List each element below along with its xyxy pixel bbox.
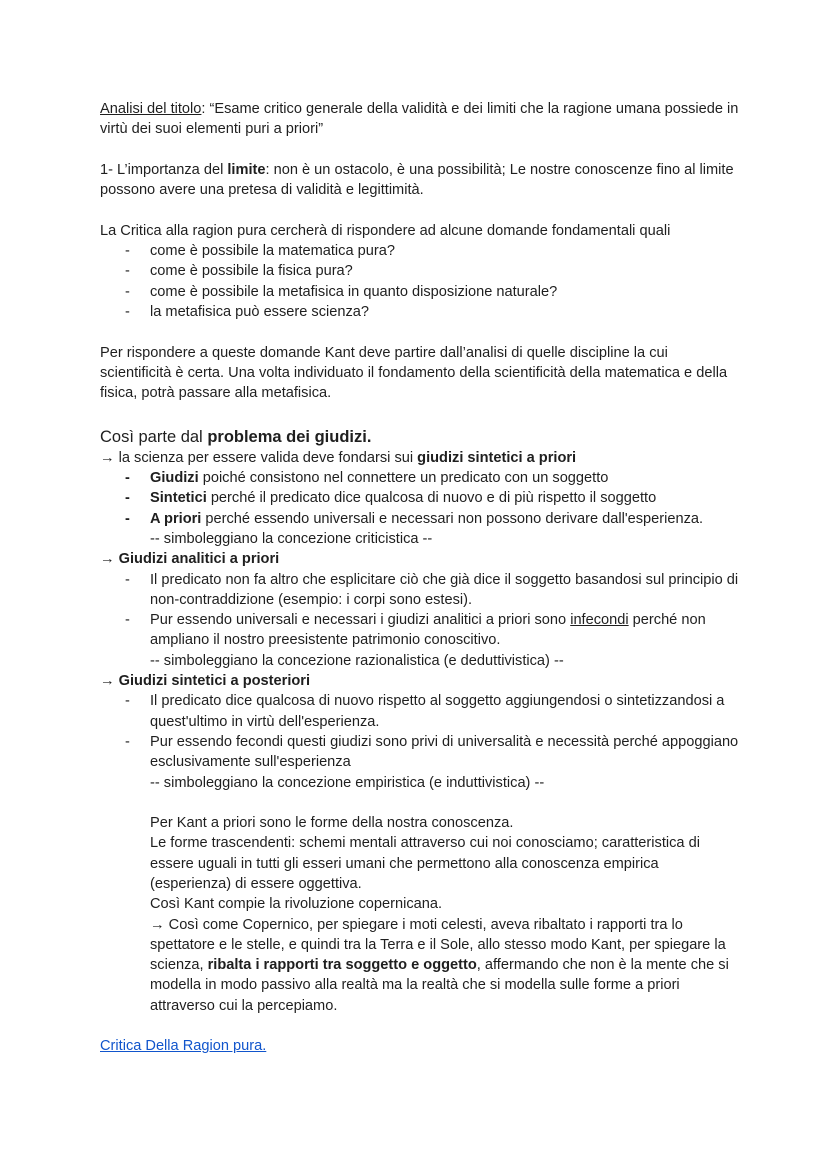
a-posteriori-heading <box>100 671 740 691</box>
list-item-text: perché essendo universali e necessari non possono derivare dall'esperienza. <box>201 510 704 527</box>
list-item: - la metafisica può essere scienza? <box>100 302 740 322</box>
a-posteriori-list <box>100 691 740 772</box>
list-item-text: perché il predicato dice qualcosa di nuovo e di più rispetto il soggetto <box>206 490 657 507</box>
rationalism-note: -- simboleggiano la concezione razionalistica (e deduttivistica) -- <box>150 652 564 669</box>
science-arrow-bold: giudizi sintetici a priori <box>417 449 577 466</box>
kant-line: Le forme trascendenti: schemi mentali attraverso cui noi conosciamo; caratteristica di essere uguali in tutti gli esseri umani che permettono alla conoscenza empirica (esperienza) di essere oggettiva. <box>150 835 700 892</box>
judgments-heading-bold: problema dei giudizi. <box>207 427 372 446</box>
list-item: - Il predicato non fa altro che esplicitare ciò che già dice il soggetto basandosi sul principio di non-contraddizione (esempio: i corpi sono estesi). <box>100 570 740 611</box>
copernicus-suffix: , affermando che non è la mente che si modella in modo passivo alla realtà ma la realtà che si modella sulle forme a priori attraverso cui la percepiamo. <box>150 957 729 1014</box>
list-item-text: Pur essendo universali e necessari i giudizi analitici a priori sono <box>150 612 571 629</box>
criticism-note: -- simboleggiano la concezione criticistica -- <box>150 530 433 547</box>
a-posteriori-heading-text: → Giudizi sintetici a posteriori <box>100 673 311 690</box>
questions-list <box>100 241 740 322</box>
judgments-heading <box>100 424 740 448</box>
critica-link[interactable]: Critica Della Ragion pura. <box>100 1038 267 1055</box>
list-item <box>100 509 740 529</box>
list-item: - Pur essendo fecondi questi giudizi sono privi di universalità e necessità perché appoggiano esclusivamente sull'esperienza <box>100 732 740 773</box>
kant-line: Per Kant a priori sono le forme della nostra conoscenza. <box>150 815 514 832</box>
list-item-bold: A priori <box>150 510 202 527</box>
document-body <box>100 99 740 1057</box>
questions-intro: La Critica alla ragion pura cercherà di rispondere ad alcune domande fondamentali quali <box>100 222 671 239</box>
analytic-heading <box>100 549 740 569</box>
list-item <box>100 610 740 651</box>
list-item: - come è possibile la fisica pura? <box>100 261 740 281</box>
title-analysis-label: Analisi del titolo <box>100 101 202 117</box>
copernicus-prefix: → Così come Copernico, per spiegare i moti celesti, aveva ribaltato i rapporti tra lo spettatore e le stelle, e quindi tra la Terra e il Sole, allo stesso modo Kant, per spiegare la scienza, <box>150 916 726 974</box>
infecondi-underlined: infecondi <box>570 612 629 629</box>
list-item-text: perché non ampliano il nostro preesistente patrimonio conoscitivo. <box>150 612 706 649</box>
answer-paragraph: Per rispondere a queste domande Kant deve partire dall’analisi di quelle discipline la cui scientificità è certa. Una volta individuato il fondamento della scientificità della matematica e della fisica, potrà passare alla metafisica. <box>100 344 728 402</box>
analytic-list <box>100 570 740 651</box>
science-arrow-line <box>100 448 740 468</box>
list-item: - come è possibile la metafisica in quanto disposizione naturale? <box>100 282 740 302</box>
kant-line: Così Kant compie la rivoluzione copernicana. <box>150 896 443 913</box>
list-item-bold: Giudizi <box>150 470 199 487</box>
copernicus-bold: ribalta i rapporti tra soggetto e oggetto <box>207 957 477 974</box>
empiricism-note: -- simboleggiano la concezione empiristica (e induttivistica) -- <box>150 774 545 791</box>
analytic-heading-text: → Giudizi analitici a priori <box>100 551 280 568</box>
title-analysis-text: : “Esame critico generale della validità e dei limiti che la ragione umana possiede in virtù dei suoi elementi puri a priori” <box>100 101 739 138</box>
list-item <box>100 488 740 508</box>
kant-block <box>100 813 740 1016</box>
list-item <box>100 468 740 488</box>
limit-suffix: : non è un ostacolo, è una possibilità; Le nostre conoscenze fino al limite possono avere una pretesa di validità e legittimità. <box>100 161 734 199</box>
synthetic-a-priori-list <box>100 468 740 529</box>
science-arrow-prefix: → la scienza per essere valida deve fondarsi sui <box>100 449 418 466</box>
copernicus-paragraph <box>150 915 740 1016</box>
title-analysis-paragraph <box>100 99 740 140</box>
limit-prefix: 1- L’importanza del <box>100 161 228 178</box>
list-item-bold: Sintetici <box>150 490 207 507</box>
limit-bold: limite <box>227 161 266 178</box>
list-item-text: poiché consistono nel connettere un predicato con un soggetto <box>198 470 609 487</box>
limit-paragraph <box>100 160 740 201</box>
judgments-heading-prefix: Così parte dal <box>100 427 208 446</box>
list-item: - come è possibile la matematica pura? <box>100 241 740 261</box>
list-item: - Il predicato dice qualcosa di nuovo rispetto al soggetto aggiungendosi o sintetizzandosi a quest'ultimo in virtù dell'esperienza. <box>100 691 740 732</box>
